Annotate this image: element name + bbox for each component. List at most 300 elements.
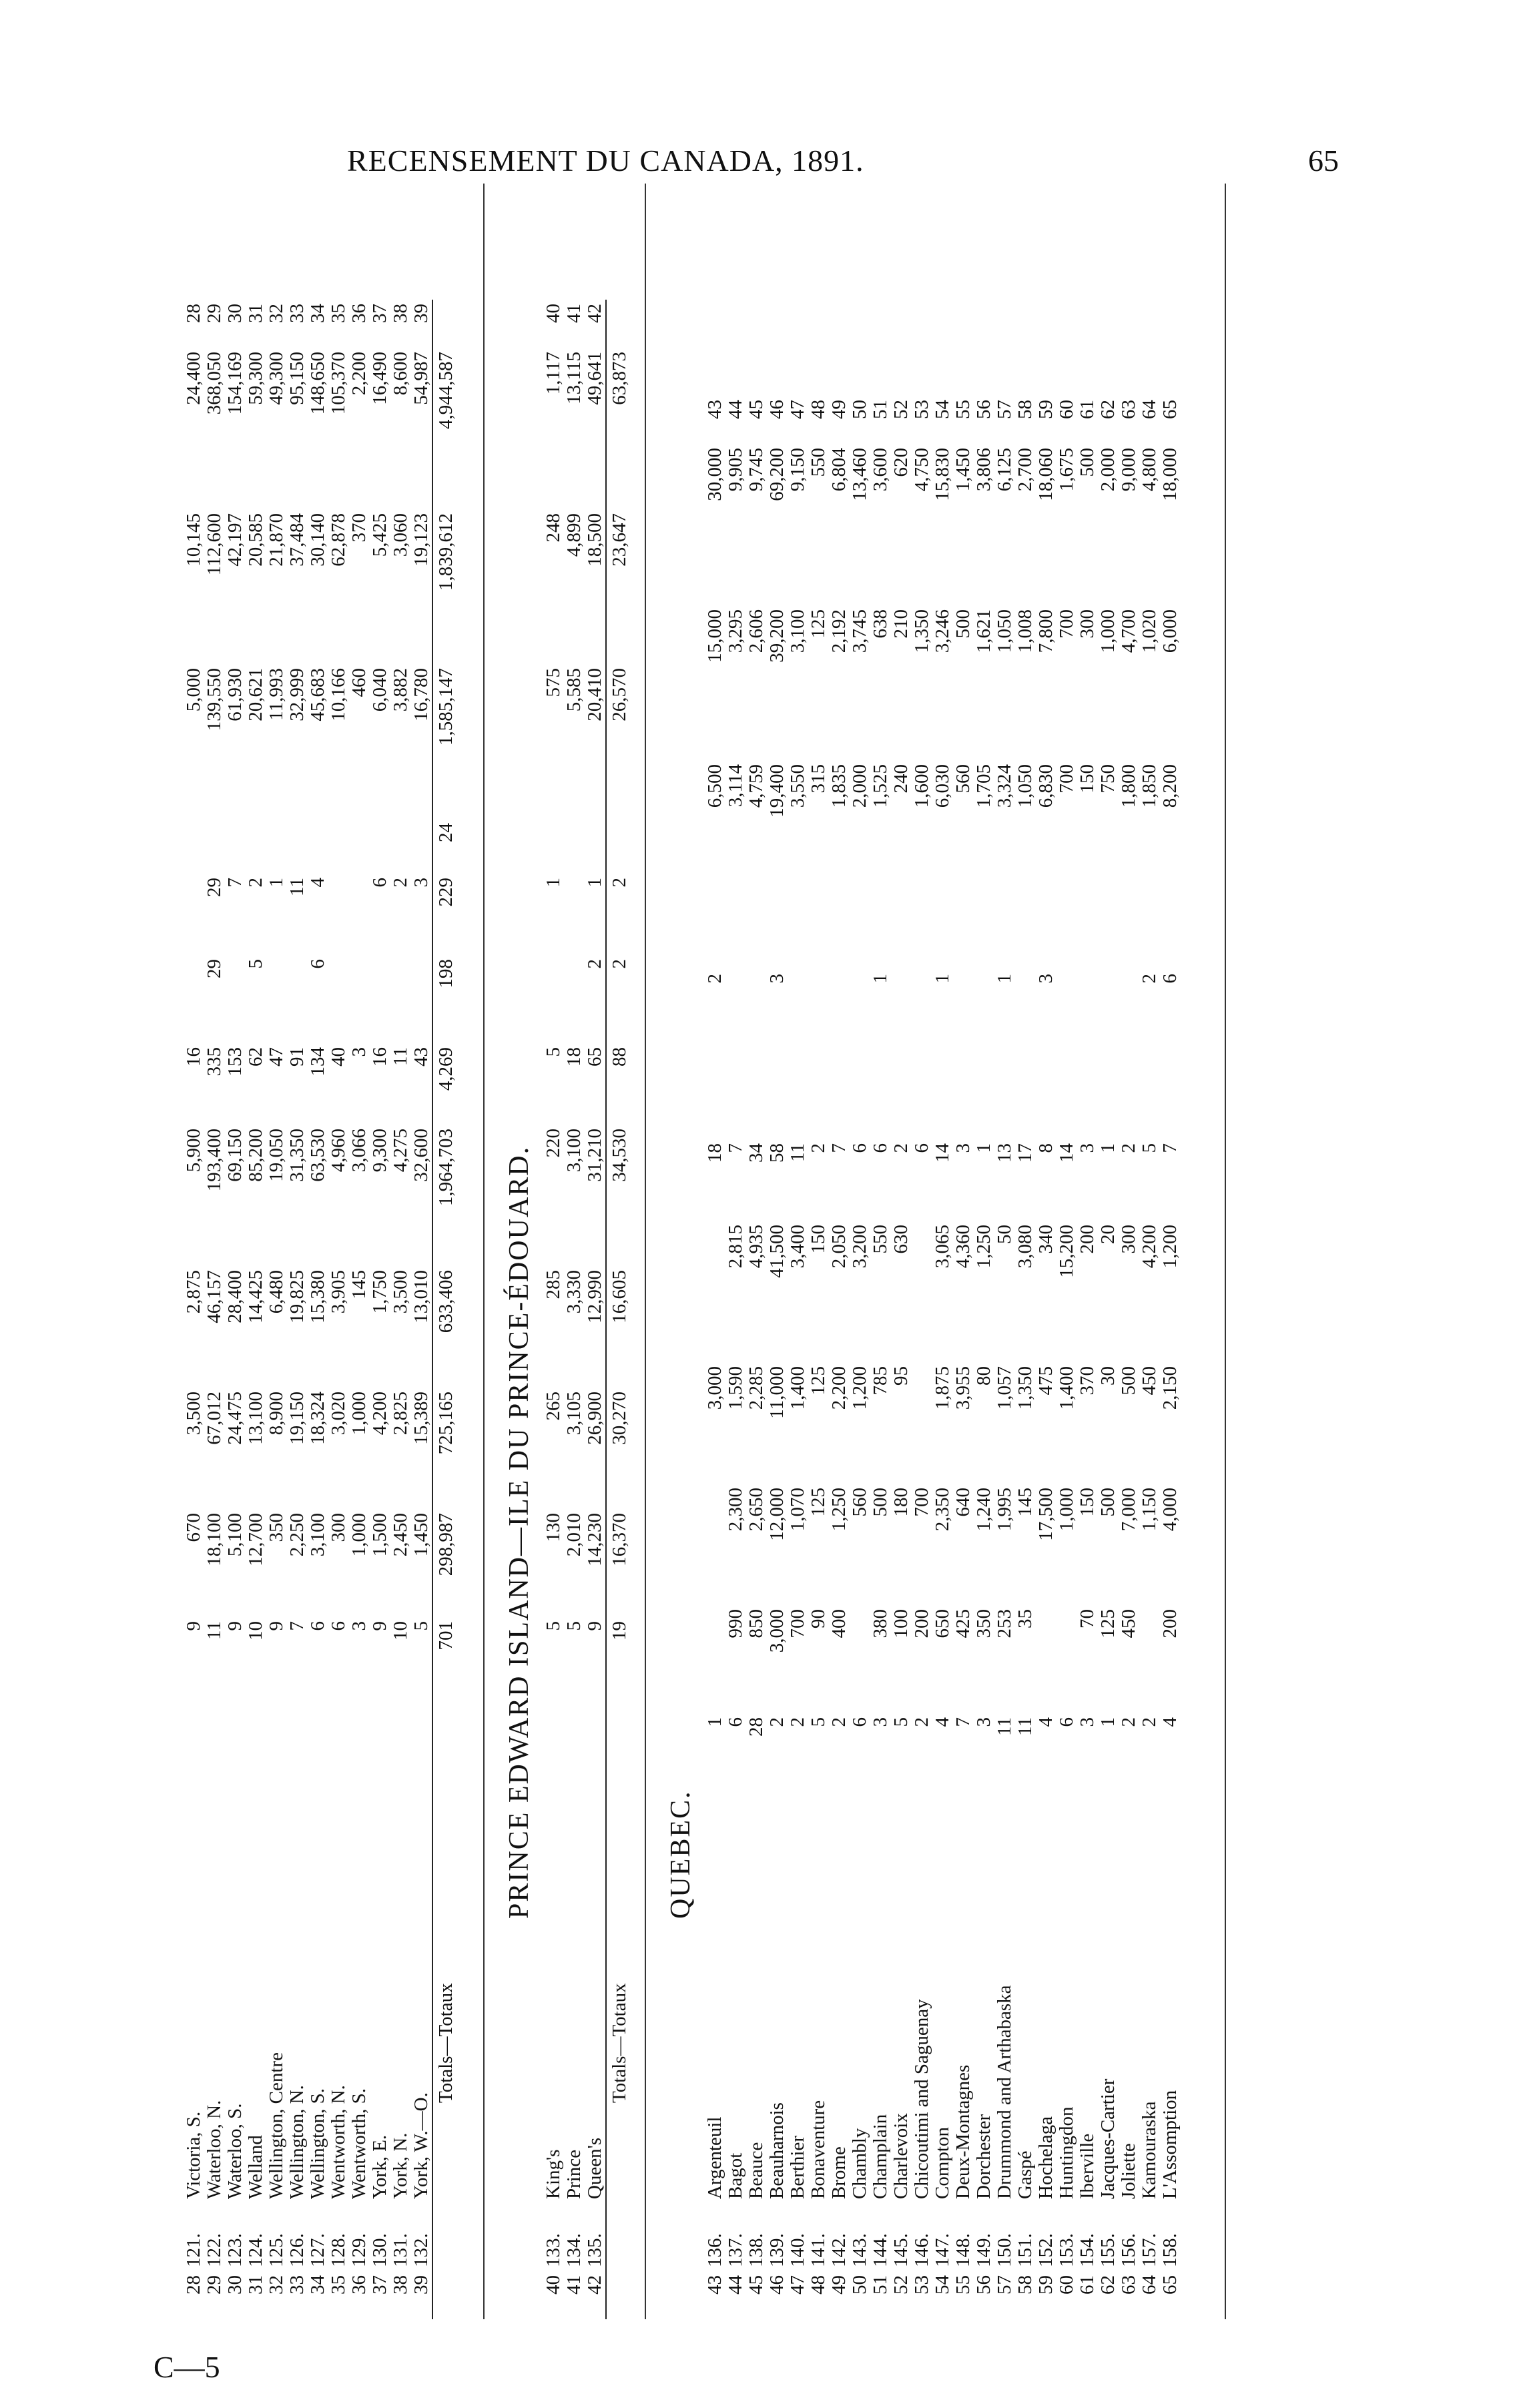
table-cell: Brome — [828, 2146, 850, 2199]
table-cell: 5,000 — [183, 668, 204, 712]
table-cell — [767, 915, 788, 970]
table-cell: 785 — [870, 1366, 891, 1396]
table-cell: 5 — [543, 1047, 564, 1057]
table-cell: 145 — [348, 1270, 370, 1299]
table-cell: 6,125 — [994, 448, 1015, 492]
totals-label: Totals—Totaux — [432, 1672, 456, 2203]
table-cell: 48 — [808, 400, 829, 419]
table-cell — [585, 819, 606, 874]
table-cell: 3,100 — [787, 609, 808, 653]
table-cell: 1,621 — [973, 609, 994, 653]
table-cell: 14,425 — [245, 1270, 266, 1323]
table-cell — [432, 2203, 456, 2271]
table-cell: 2 — [808, 1143, 829, 1153]
table-cell: 17 — [1014, 1143, 1036, 1163]
table-cell: 30,000 — [704, 448, 725, 501]
table-cell: 3 — [348, 1621, 370, 1631]
table-cell: 14,230 — [584, 1513, 605, 1566]
table-cell: 125 — [808, 1488, 829, 1517]
table-cell: 11,000 — [766, 1366, 788, 1419]
table-cell: Drummond and Arthabaska — [994, 1985, 1015, 2199]
table-cell: 2,000 — [849, 764, 870, 808]
table-cell: 33 — [286, 2275, 308, 2295]
table-cell: 4,935 — [745, 1225, 767, 1269]
table-cell: Berthier — [787, 2135, 808, 2199]
table-row — [1139, 396, 1160, 2319]
table-cell: 18,060 — [1035, 448, 1056, 501]
table-row — [328, 300, 349, 2319]
table-cell: 3,000 — [766, 1609, 788, 1653]
table-cell: 134 — [307, 1047, 328, 1077]
table-cell: 633,406 — [432, 1266, 456, 1388]
table-cell — [349, 819, 370, 874]
table-cell: 8,200 — [1159, 764, 1181, 808]
table-cell: 5,585 — [563, 668, 585, 712]
table-cell: 298,987 — [432, 1509, 456, 1617]
table-cell: 6 — [849, 1717, 870, 1727]
table-cell: 95 — [890, 1366, 912, 1386]
table-cell: 138. — [745, 2233, 767, 2267]
table-cell: 9,905 — [725, 448, 746, 492]
table-cell — [184, 874, 204, 955]
table-cell: 125 — [1097, 1609, 1119, 1638]
table-cell: 3,100 — [563, 1129, 585, 1173]
table-cell — [184, 955, 204, 1043]
table-cell: 500 — [1097, 1488, 1119, 1517]
table-cell — [1077, 970, 1098, 1051]
table-cell: 49,300 — [266, 352, 287, 405]
table-cell: 3,550 — [787, 764, 808, 808]
table-cell: 56 — [973, 2275, 994, 2295]
table-row — [543, 300, 564, 2319]
table-cell: 4,269 — [432, 1043, 456, 1125]
table-cell: 154,169 — [224, 352, 246, 415]
table-cell: 155. — [1097, 2233, 1119, 2267]
table-cell — [1139, 1051, 1160, 1139]
table-cell: 650 — [932, 1609, 953, 1638]
page-header — [0, 143, 1523, 183]
table-cell: 19 — [606, 1617, 630, 1672]
table-cell — [912, 915, 932, 970]
table-cell: 2 — [704, 974, 725, 984]
table-cell: 1,705 — [973, 764, 994, 808]
table-cell: 46,157 — [204, 1270, 225, 1323]
table-cell: 1 — [870, 974, 891, 984]
table-cell — [225, 819, 246, 874]
table-cell: 1,750 — [369, 1270, 390, 1314]
table-cell: 3 — [410, 878, 432, 888]
table-cell: 32 — [266, 304, 287, 323]
table-cell: 7 — [725, 1143, 746, 1153]
table-cell: 315 — [808, 764, 829, 794]
table-cell: 122. — [204, 2233, 225, 2267]
census-table-rotated — [170, 184, 1358, 2319]
table-cell: 10 — [245, 1621, 266, 1640]
table-cell: 33 — [286, 304, 308, 323]
table-cell: 151. — [1014, 2233, 1036, 2267]
table-cell: 36 — [348, 304, 370, 323]
table-cell: 145 — [1014, 1488, 1036, 1517]
table-cell: 125. — [266, 2233, 287, 2267]
table-cell: 44 — [725, 2275, 746, 2295]
table-cell: 5 — [543, 1621, 564, 1631]
table-cell: 370 — [348, 513, 370, 543]
table-cell — [328, 955, 349, 1043]
table-cell: 133. — [543, 2233, 564, 2267]
table-row — [932, 396, 953, 2319]
signature-mark: C—5 — [154, 2350, 220, 2384]
table-cell: Charlevoix — [890, 2113, 912, 2199]
table-cell: 1,964,703 — [432, 1125, 456, 1266]
table-cell: 154. — [1077, 2233, 1098, 2267]
table-cell: 1,839,612 — [432, 509, 456, 664]
table-cell: 1 — [543, 878, 564, 888]
table-cell — [564, 819, 585, 874]
table-cell: 15,380 — [307, 1270, 328, 1323]
table-cell: 6 — [307, 959, 328, 969]
table-cell: 50 — [994, 1225, 1015, 1244]
table-cell: Chicoutimi and Saguenay — [911, 1999, 932, 2199]
table-cell: 12,990 — [584, 1270, 605, 1323]
table-cell: 29 — [204, 959, 225, 978]
table-cell: 15,830 — [932, 448, 953, 501]
table-cell: 18,100 — [204, 1513, 225, 1566]
table-cell: 130 — [543, 1513, 564, 1542]
table-cell — [606, 2203, 630, 2271]
table-cell: Prince — [563, 2149, 585, 2199]
table-cell — [808, 915, 829, 970]
table-cell: 43 — [704, 2275, 725, 2295]
table-cell — [725, 915, 746, 970]
table-cell: 640 — [952, 1488, 974, 1517]
table-cell: 1,050 — [994, 609, 1015, 653]
table-cell: 9 — [584, 1621, 605, 1631]
table-cell: 1,240 — [973, 1488, 994, 1532]
section-table — [543, 300, 630, 2319]
table-cell: 300 — [1077, 609, 1098, 639]
table-cell — [705, 915, 725, 970]
table-cell: 500 — [1118, 1366, 1139, 1396]
table-cell: 20,585 — [245, 513, 266, 567]
table-cell: 45 — [745, 400, 767, 419]
table-cell: 23,647 — [606, 509, 630, 664]
table-cell: 1,117 — [543, 352, 564, 395]
table-cell: 63,530 — [307, 1129, 328, 1182]
table-cell: 701 — [432, 1617, 456, 1672]
table-cell: 3 — [952, 1143, 974, 1153]
table-cell: 460 — [348, 668, 370, 697]
table-cell: 3,066 — [348, 1129, 370, 1173]
table-cell: 40 — [328, 1047, 349, 1067]
section-title: QUEBEC. — [665, 1790, 696, 1919]
table-cell: 51 — [870, 2275, 891, 2295]
table-cell: 3,000 — [704, 1366, 725, 1410]
table-cell: 34 — [307, 304, 328, 323]
table-cell — [850, 915, 870, 970]
table-cell: L'Assomption — [1159, 2090, 1181, 2199]
table-cell — [543, 819, 564, 874]
table-cell: 2 — [245, 878, 266, 888]
table-cell — [912, 1051, 932, 1139]
table-cell: 3,330 — [563, 1270, 585, 1314]
table-cell: 5 — [808, 1717, 829, 1727]
table-cell: 4,275 — [390, 1129, 411, 1173]
table-cell: 35 — [328, 2275, 349, 2295]
table-cell: 2,150 — [1159, 1366, 1181, 1410]
table-cell: 4,960 — [328, 1129, 349, 1173]
table-cell: 1,450 — [952, 448, 974, 492]
table-cell: 1 — [704, 1717, 725, 1727]
table-cell: 500 — [952, 609, 974, 639]
table-cell: 2,700 — [1014, 448, 1036, 492]
table-cell: 30,140 — [307, 513, 328, 567]
table-cell — [1036, 1605, 1056, 1713]
table-cell: 3 — [348, 1047, 370, 1057]
table-cell — [266, 955, 287, 1043]
section-table — [184, 300, 456, 2319]
table-cell: 3,955 — [952, 1366, 974, 1410]
table-cell: Wentworth, N. — [328, 2085, 349, 2199]
table-cell: Iberville — [1077, 2133, 1098, 2199]
table-cell — [829, 970, 850, 1051]
table-cell: 1 — [1097, 1717, 1119, 1727]
table-row — [390, 300, 411, 2319]
table-cell: 4,944,587 — [432, 348, 456, 509]
table-cell: Waterloo, N. — [204, 2100, 225, 2199]
table-row — [1160, 396, 1181, 2319]
table-cell: 850 — [745, 1609, 767, 1638]
table-cell: 47 — [787, 2275, 808, 2295]
table-cell: 47 — [266, 1047, 287, 1067]
table-cell — [705, 1051, 725, 1139]
table-cell: 46 — [766, 400, 788, 419]
table-cell — [1119, 1051, 1139, 1139]
table-cell: 69,200 — [766, 448, 788, 501]
table-cell: 26,570 — [606, 664, 630, 819]
table-cell: 41 — [563, 304, 585, 323]
table-cell: 6 — [725, 1717, 746, 1727]
table-cell: 5 — [410, 1621, 432, 1631]
table-cell: 2 — [766, 1717, 788, 1727]
table-cell: 2,010 — [563, 1513, 585, 1557]
table-cell: 30 — [224, 2275, 246, 2295]
table-cell: 20,621 — [245, 668, 266, 721]
table-cell: 9,745 — [745, 448, 767, 492]
table-cell: 725,165 — [432, 1388, 456, 1509]
table-cell: 2 — [606, 955, 630, 1043]
table-cell: 6,804 — [828, 448, 850, 492]
table-cell — [328, 819, 349, 874]
table-cell: 59,300 — [245, 352, 266, 405]
table-cell — [788, 915, 808, 970]
table-cell: 37 — [369, 304, 390, 323]
running-title: RECENSEMENT DU CANADA, 1891. — [347, 143, 864, 178]
table-cell: 38 — [390, 304, 411, 323]
table-cell: 1,400 — [787, 1366, 808, 1410]
table-cell: 11 — [1014, 1717, 1036, 1736]
table-cell: 560 — [952, 764, 974, 794]
table-cell: 2,250 — [286, 1513, 308, 1557]
table-cell: 1,050 — [1014, 764, 1036, 808]
table-cell: 70 — [1077, 1609, 1098, 1628]
table-cell — [870, 1051, 891, 1139]
table-cell: 3 — [1077, 1717, 1098, 1727]
table-cell: 1,500 — [369, 1513, 390, 1557]
table-cell — [1139, 1605, 1160, 1713]
table-cell — [564, 955, 585, 1043]
table-cell — [808, 1051, 829, 1139]
table-cell: 4 — [1159, 1717, 1181, 1727]
table-cell: 31,350 — [286, 1129, 308, 1182]
table-cell: Beauce — [745, 2142, 767, 2199]
table-cell: 28,400 — [224, 1270, 246, 1323]
table-cell: 1,400 — [1056, 1366, 1077, 1410]
table-cell: 1 — [932, 974, 953, 984]
table-cell: 50 — [849, 2275, 870, 2295]
table-cell: 4 — [307, 878, 328, 888]
table-cell: 58 — [1014, 2275, 1036, 2295]
table-cell — [1077, 1051, 1098, 1139]
table-cell — [974, 970, 994, 1051]
table-row — [1098, 396, 1119, 2319]
table-cell: 9,150 — [787, 448, 808, 492]
table-cell: Beauharnois — [766, 2102, 788, 2199]
table-cell — [932, 915, 953, 970]
table-cell: 3,745 — [849, 609, 870, 653]
table-cell: 150 — [808, 1225, 829, 1254]
table-cell: Wellington, S. — [307, 2088, 328, 2199]
table-cell: 2,350 — [932, 1488, 953, 1532]
table-cell: 85,200 — [245, 1129, 266, 1182]
table-cell: 139. — [766, 2233, 788, 2267]
table-cell: 40 — [543, 304, 564, 323]
table-cell: 135. — [584, 2233, 605, 2267]
table-cell: York, W.—O. — [410, 2092, 432, 2199]
table-cell: 57 — [994, 400, 1015, 419]
table-cell: 11 — [286, 878, 308, 896]
table-cell: 30 — [224, 304, 246, 323]
table-cell: 6 — [1159, 974, 1181, 984]
table-cell: 3,295 — [725, 609, 746, 653]
table-cell — [184, 819, 204, 874]
section-title: PRINCE EDWARD ISLAND—ILE DU PRINCE-ÉDOUARD. — [504, 1145, 535, 1919]
table-cell: 300 — [1118, 1225, 1139, 1254]
table-cell: 58 — [1014, 400, 1036, 419]
table-cell: 69,150 — [224, 1129, 246, 1182]
table-cell: 37 — [369, 2275, 390, 2295]
table-cell: 48 — [808, 2275, 829, 2295]
table-cell: 32 — [266, 2275, 287, 2295]
table-cell: 50 — [849, 400, 870, 419]
table-cell: 134. — [563, 2233, 585, 2267]
table-cell: 6 — [328, 1621, 349, 1631]
table-cell: 1,000 — [348, 1513, 370, 1557]
table-cell: 2 — [390, 878, 411, 888]
table-cell: 54 — [932, 400, 953, 419]
table-cell: 62,878 — [328, 513, 349, 567]
table-cell: 35 — [328, 304, 349, 323]
table-cell: 112,600 — [204, 513, 225, 576]
table-cell: 54,987 — [410, 352, 432, 405]
table-cell: 60 — [1056, 2275, 1077, 2295]
table-cell: Bonaventure — [808, 2100, 829, 2199]
table-cell: 130. — [369, 2233, 390, 2267]
table-cell: 2 — [828, 1717, 850, 1727]
table-row — [564, 300, 585, 2319]
section-divider — [1225, 184, 1226, 2319]
table-cell: 55 — [952, 400, 974, 419]
table-cell: 153. — [1056, 2233, 1077, 2267]
table-row — [788, 396, 808, 2319]
table-cell: 13 — [994, 1143, 1015, 1163]
table-cell: 4,750 — [911, 448, 932, 492]
table-cell — [1015, 970, 1036, 1051]
table-cell: 11 — [390, 1047, 411, 1066]
table-cell — [1015, 915, 1036, 970]
table-row — [746, 396, 767, 2319]
table-cell: 121. — [183, 2233, 204, 2267]
table-cell: 6,480 — [266, 1270, 287, 1314]
table-cell: 18,324 — [307, 1392, 328, 1445]
table-cell: 147. — [932, 2233, 953, 2267]
table-cell: 1,070 — [787, 1488, 808, 1532]
table-cell: 2,192 — [828, 609, 850, 653]
table-cell: 1 — [266, 878, 287, 888]
table-cell: 210 — [890, 609, 912, 639]
table-cell — [1036, 915, 1056, 970]
table-cell — [1160, 915, 1181, 970]
table-cell: Waterloo, S. — [224, 2103, 246, 2199]
table-cell: 500 — [870, 1488, 891, 1517]
table-cell: 64 — [1139, 2275, 1160, 2295]
table-cell — [411, 819, 432, 874]
table-cell: 67,012 — [204, 1392, 225, 1445]
table-cell: 34,530 — [606, 1125, 630, 1266]
table-cell: 3 — [973, 1717, 994, 1727]
table-row — [725, 396, 746, 2319]
table-cell: 1,875 — [932, 1366, 953, 1410]
table-cell — [349, 874, 370, 955]
table-cell: 38 — [390, 2275, 411, 2295]
table-cell: 47 — [787, 400, 808, 419]
table-cell — [974, 1051, 994, 1139]
table-row — [287, 300, 308, 2319]
table-cell: 63 — [1118, 2275, 1139, 2295]
table-cell: 7,800 — [1035, 609, 1056, 653]
table-cell: Victoria, S. — [183, 2111, 204, 2199]
table-cell: 3,080 — [1014, 1225, 1036, 1269]
table-cell: Wellington, Centre — [266, 2052, 287, 2199]
table-cell: 51 — [870, 400, 891, 419]
table-cell: 1,057 — [994, 1366, 1015, 1410]
table-cell: 475 — [1035, 1366, 1056, 1396]
table-cell: 28 — [183, 304, 204, 323]
table-cell: 200 — [1159, 1609, 1181, 1638]
table-cell: 3,114 — [725, 764, 746, 808]
table-cell: 4 — [1035, 1717, 1056, 1727]
table-cell — [390, 819, 411, 874]
table-cell — [370, 955, 390, 1043]
table-cell: 1,250 — [973, 1225, 994, 1269]
table-cell: 3,100 — [307, 1513, 328, 1557]
table-cell — [891, 970, 912, 1051]
table-cell: 200 — [911, 1609, 932, 1638]
table-cell: 670 — [183, 1513, 204, 1542]
table-cell: 14 — [1056, 1143, 1077, 1163]
table-cell — [953, 970, 974, 1051]
table-cell: 141. — [808, 2233, 829, 2267]
table-cell: 370 — [1077, 1366, 1098, 1396]
